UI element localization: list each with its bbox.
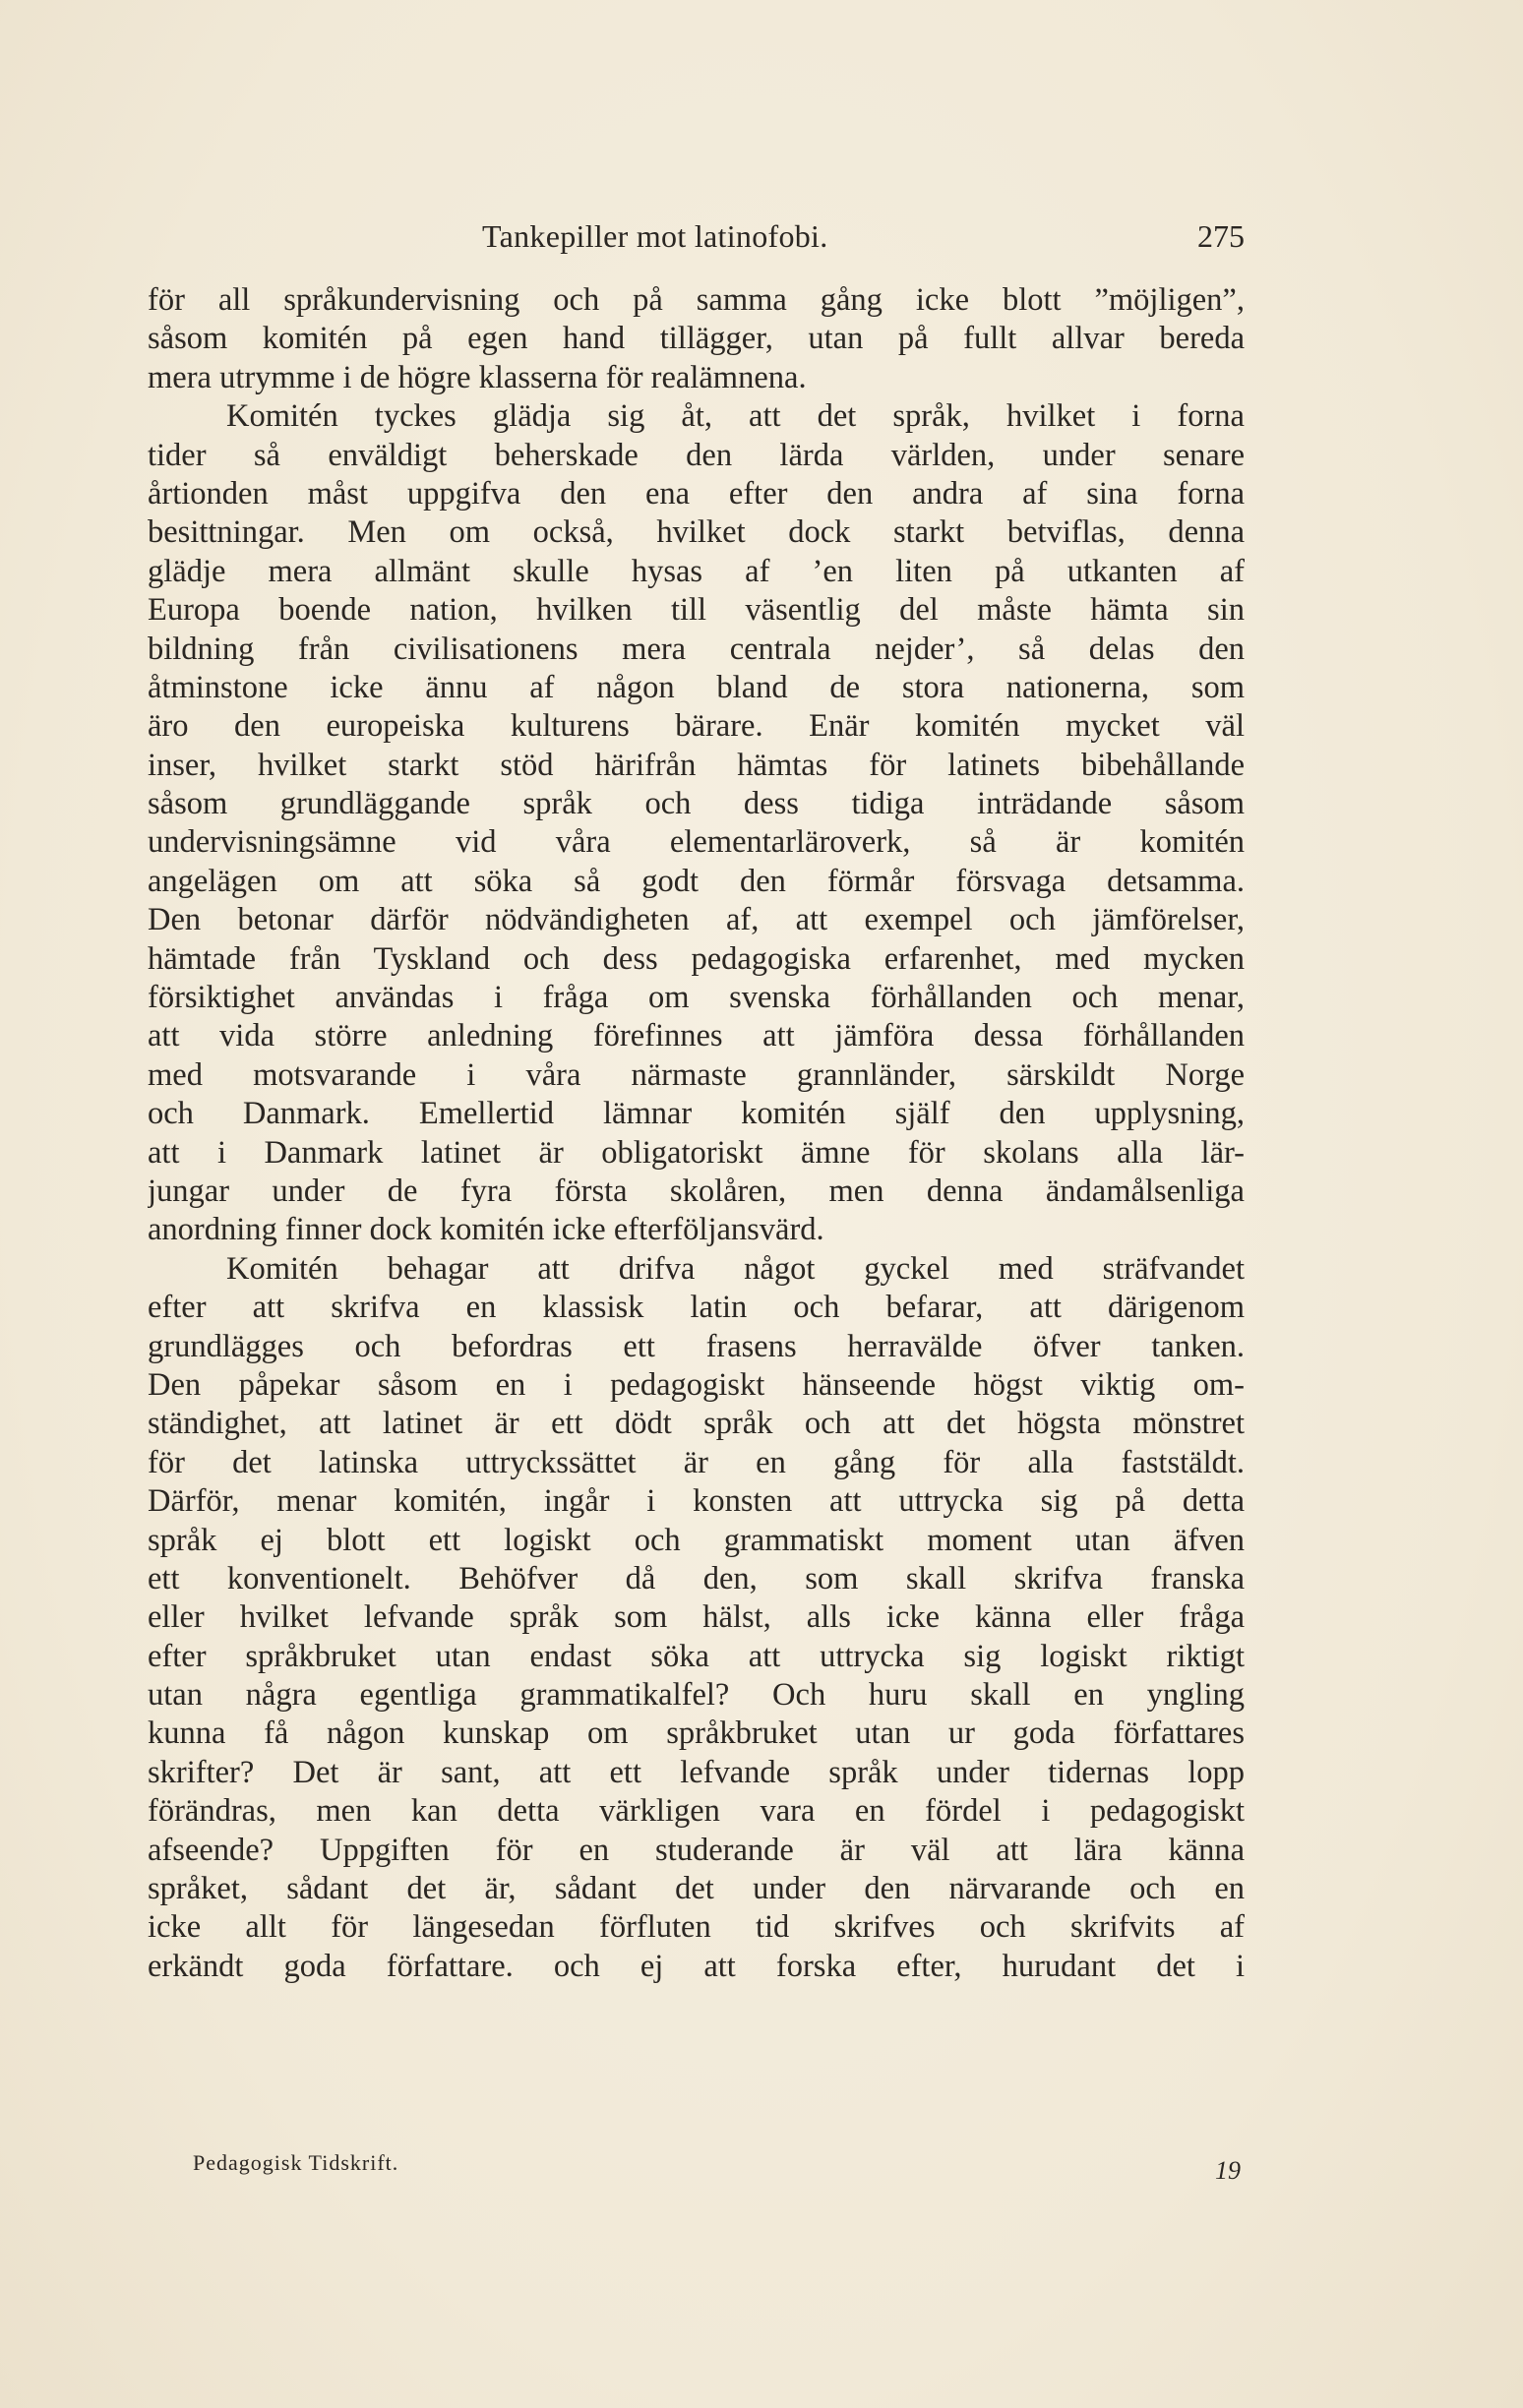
- text-line: afseende? Uppgiften för en studerande är väl att lära känna: [148, 1832, 1245, 1868]
- text-line: undervisningsämne vid våra elementarläroverk, så är komitén: [148, 824, 1245, 861]
- running-title: Tankepiller mot latinofobi.: [482, 218, 828, 254]
- body-text: [148, 281, 1245, 1986]
- text-line: för det latinska uttryckssättet är en gång för alla faststäldt.: [148, 1444, 1245, 1480]
- text-line: kunna få någon kunskap om språkbruket utan ur goda författares: [148, 1716, 1245, 1752]
- journal-name: Pedagogisk Tidskrift.: [193, 2150, 399, 2175]
- text-line: besittningar. Men om också, hvilket dock starkt betviflas, denna: [148, 514, 1245, 551]
- text-line: anordning finner dock komitén icke efterföljansvärd.: [148, 1212, 824, 1248]
- text-line: angelägen om att söka så godt den förmår försvaga detsamma.: [148, 863, 1245, 899]
- text-line: försiktighet användas i fråga om svenska förhållanden och menar,: [148, 980, 1245, 1016]
- text-line: Därför, menar komitén, ingår i konsten att uttrycka sig på detta: [148, 1483, 1245, 1520]
- text-line: bildning från civilisationens mera centrala nejder’, så delas den: [148, 631, 1245, 667]
- text-line: årtionden måst uppgifva den ena efter den andra af sina forna: [148, 475, 1245, 512]
- text-line: grundlägges och befordras ett frasens herravälde öfver tanken.: [148, 1328, 1245, 1364]
- text-line: med motsvarande i våra närmaste grannländer, särskildt Norge: [148, 1056, 1245, 1093]
- text-line: mera utrymme i de högre klasserna för realämnena.: [148, 359, 807, 395]
- text-line: eller hvilket lefvande språk som hälst, alls icke känna eller fråga: [148, 1599, 1245, 1636]
- text-line: ständighet, att latinet är ett dödt språk och att det högsta mönstret: [148, 1406, 1245, 1442]
- signature-mark: 19: [1215, 2156, 1241, 2185]
- text-line: språket, sådant det är, sådant det under den närvarande och en: [148, 1871, 1245, 1907]
- text-line: hämtade från Tyskland och dess pedagogiska erfarenhet, med mycken: [148, 940, 1245, 977]
- text-line: Den påpekar såsom en i pedagogiskt hänseende högst viktig om-: [148, 1366, 1245, 1403]
- text-line: erkändt goda författare. och ej att forska efter, hurudant det i: [148, 1948, 1245, 1984]
- text-line: för all språkundervisning och på samma gång icke blott ”möjligen”,: [148, 282, 1245, 318]
- text-line: såsom grundläggande språk och dess tidiga inträdande såsom: [148, 786, 1245, 822]
- text-line: efter språkbruket utan endast söka att uttrycka sig logiskt riktigt: [148, 1638, 1245, 1674]
- text-line: inser, hvilket starkt stöd härifrån hämtas för latinets bibehållande: [148, 747, 1245, 783]
- text-line: glädje mera allmänt skulle hysas af ’en liten på utkanten af: [148, 553, 1245, 589]
- text-line: ett konventionelt. Behöfver då den, som skall skrifva franska: [148, 1560, 1245, 1596]
- page-number: 275: [1197, 218, 1245, 254]
- text-line: icke allt för längesedan förfluten tid skrifves och skrifvits af: [148, 1909, 1245, 1946]
- text-line: utan några egentliga grammatikalfel? Och huru skall en yngling: [148, 1677, 1245, 1714]
- text-line: Europa boende nation, hvilken till väsentlig del måste hämta sin: [148, 592, 1245, 629]
- text-line: efter att skrifva en klassisk latin och befarar, att därigenom: [148, 1290, 1245, 1326]
- text-line: Komitén tyckes glädja sig åt, att det språk, hvilket i forna: [226, 398, 1245, 435]
- text-line: och Danmark. Emellertid lämnar komitén själf den upplysning,: [148, 1096, 1245, 1132]
- text-line: jungar under de fyra första skolåren, men denna ändamålsenliga: [148, 1173, 1245, 1209]
- text-line: tider så enväldigt beherskade den lärda världen, under senare: [148, 437, 1245, 473]
- text-line: språk ej blott ett logiskt och grammatiskt moment utan äfven: [148, 1522, 1245, 1558]
- page-header: [148, 218, 1245, 258]
- text-line: Komitén behagar att drifva något gyckel med sträfvandet: [226, 1250, 1245, 1287]
- text-line: skrifter? Det är sant, att ett lefvande språk under tidernas lopp: [148, 1754, 1245, 1790]
- page-footer: [148, 2150, 1245, 2190]
- text-line: såsom komitén på egen hand tillägger, utan på fullt allvar bereda: [148, 321, 1245, 357]
- text-line: att i Danmark latinet är obligatoriskt ämne för skolans alla lär-: [148, 1134, 1245, 1171]
- text-line: förändras, men kan detta värkligen vara en fördel i pedagogiskt: [148, 1793, 1245, 1830]
- text-line: äro den europeiska kulturens bärare. Enär komitén mycket väl: [148, 708, 1245, 745]
- text-line: åtminstone icke ännu af någon bland de stora nationerna, som: [148, 669, 1245, 705]
- text-line: att vida större anledning förefinnes att jämföra dessa förhållanden: [148, 1018, 1245, 1054]
- text-line: Den betonar därför nödvändigheten af, att exempel och jämförelser,: [148, 902, 1245, 938]
